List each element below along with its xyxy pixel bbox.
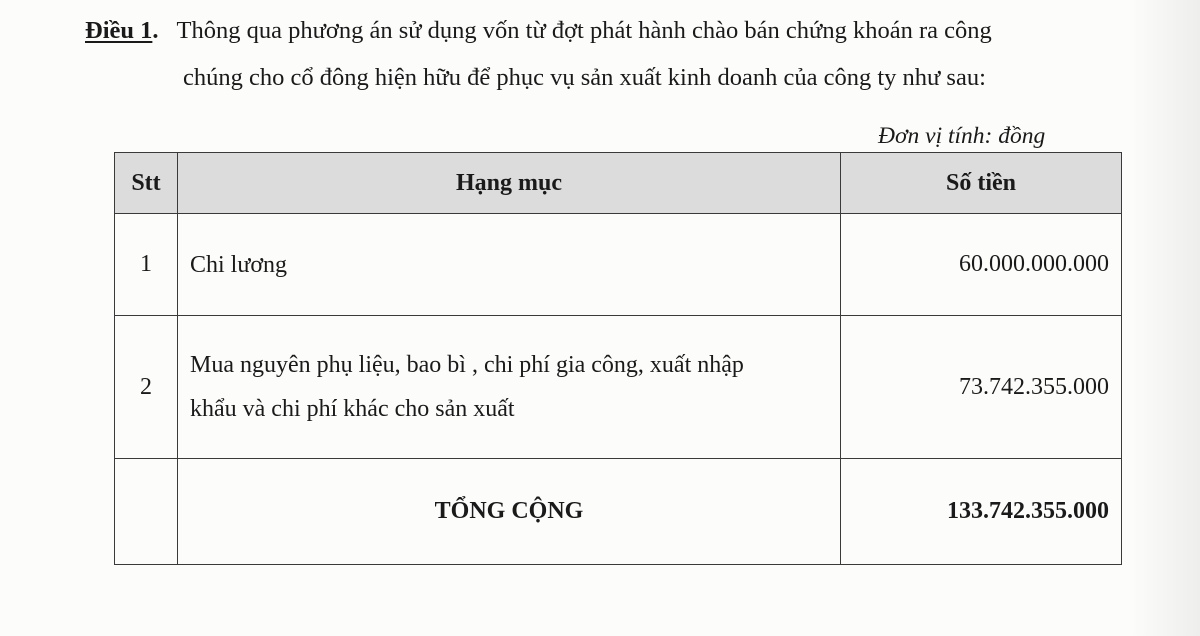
article-label: Điều 1 [85,17,153,44]
page-edge-shadow [1130,0,1200,636]
row-amount: 73.742.355.000 [841,316,1122,459]
total-stt-empty [115,459,178,565]
table-row [115,214,1122,316]
capital-usage-table [114,152,1122,565]
unit-note: Đơn vị tính: đồng [878,123,1046,149]
row-item: Chi lương [178,214,841,316]
header-item: Hạng mục [178,153,841,214]
row-item [178,316,841,459]
row-item-line-2: khẩu và chi phí khác cho sản xuất [190,396,515,422]
row-amount: 60.000.000.000 [841,214,1122,316]
article-text-line-2: chúng cho cổ đông hiện hữu để phục vụ sản xuất kinh doanh của công ty như sau: [183,64,986,91]
total-label: TỔNG CỘNG [178,459,841,565]
row-stt: 1 [115,214,178,316]
article-line-1 [85,14,992,48]
article-text-line-1: Thông qua phương án sử dụng vốn từ đợt phát hành chào bán chứng khoán ra công [176,17,992,44]
table-row [115,316,1122,459]
row-item-line-1: Mua nguyên phụ liệu, bao bì , chi phí gia công, xuất nhập [190,352,744,378]
total-row [115,459,1122,565]
table-header-row [115,153,1122,214]
total-amount: 133.742.355.000 [841,459,1122,565]
header-stt: Stt [115,153,178,214]
row-stt: 2 [115,316,178,459]
header-amount: Số tiền [841,153,1122,214]
article-label-dot: . [152,17,159,44]
